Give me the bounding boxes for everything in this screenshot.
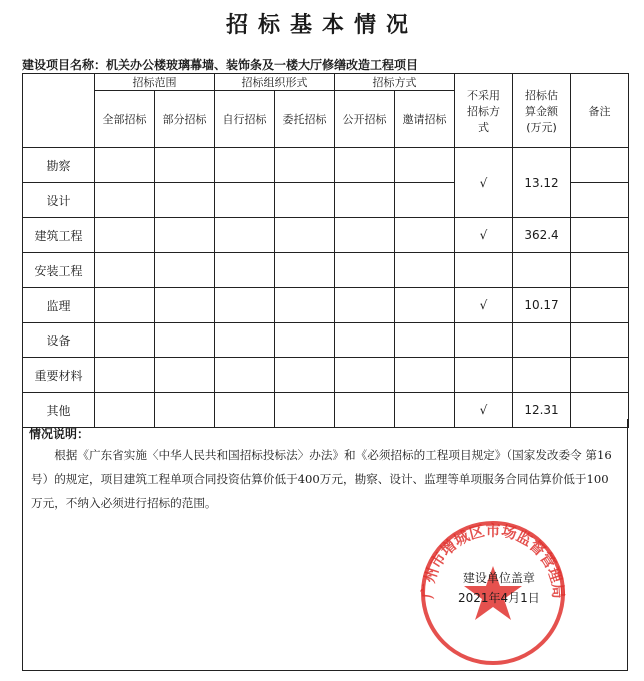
row-label: 设备: [23, 323, 95, 358]
row-mark: [455, 358, 513, 393]
row-amount: [513, 253, 571, 288]
table-row: [23, 358, 629, 393]
row-amount: [513, 323, 571, 358]
project-label: 建设项目名称：: [22, 58, 107, 72]
subheader-partial: 部分招标: [155, 91, 215, 148]
header-method: 招标方式: [335, 74, 455, 91]
table-row: [23, 288, 629, 323]
header-scope: 招标范围: [95, 74, 215, 91]
subheader-full: 全部招标: [95, 91, 155, 148]
row-amount: [513, 358, 571, 393]
header-remarks: 备注: [571, 74, 629, 148]
subheader-open: 公开招标: [335, 91, 395, 148]
row-amount: 10.17: [513, 288, 571, 323]
corner-cell: [23, 74, 95, 148]
subheader-invited: 邀请招标: [395, 91, 455, 148]
tender-table: [22, 73, 629, 428]
row-mark: √: [455, 393, 513, 428]
row-label: 勘察: [23, 148, 95, 183]
row-amount: 362.4: [513, 218, 571, 253]
signature-date: 2021年4月1日: [458, 591, 540, 605]
row-label: 其他: [23, 393, 95, 428]
signature-block: [458, 568, 540, 608]
merged-amount: 13.12: [513, 148, 571, 218]
row-mark: [455, 323, 513, 358]
page-title: 招标基本情况: [225, 12, 418, 38]
row-label: 重要材料: [23, 358, 95, 393]
table-row: [23, 218, 629, 253]
table-row: [23, 323, 629, 358]
subheader-entrusted: 委托招标: [275, 91, 335, 148]
row-label: 建筑工程: [23, 218, 95, 253]
row-mark: [455, 253, 513, 288]
subheader-self: 自行招标: [215, 91, 275, 148]
table-row: [23, 148, 629, 183]
row-mark: √: [455, 218, 513, 253]
signature-unit: 建设单位盖章: [462, 571, 535, 585]
header-org-form: 招标组织形式: [215, 74, 335, 91]
merged-mark: √: [455, 148, 513, 218]
row-amount: 12.31: [513, 393, 571, 428]
row-label: 监理: [23, 288, 95, 323]
table-row: [23, 253, 629, 288]
row-label: 设计: [23, 183, 95, 218]
header-no-tender: 不采用 招标方 式: [455, 74, 513, 148]
project-value: 机关办公楼玻璃幕墙、装饰条及一楼大厅修缮改造工程项目: [106, 58, 419, 72]
row-mark: √: [455, 288, 513, 323]
project-name: [22, 56, 418, 73]
seal-text: 广州市增城区市场监督管理局: [418, 521, 568, 600]
explanation-text: 根据《广东省实施〈中华人民共和国招标投标法〉办法》和《必须招标的工程项目规定》（国家发改委令 第16号）的规定，项目建筑工程单项合同投资估算价低于400万元，勘察、设计、监理等单项服务合同估算价低于100万元，不纳入必须进行招标的范围。: [31, 448, 612, 510]
header-estimate: 招标估 算金额 (万元): [513, 74, 571, 148]
row-label: 安装工程: [23, 253, 95, 288]
explanation-label: 情况说明：: [29, 427, 90, 441]
